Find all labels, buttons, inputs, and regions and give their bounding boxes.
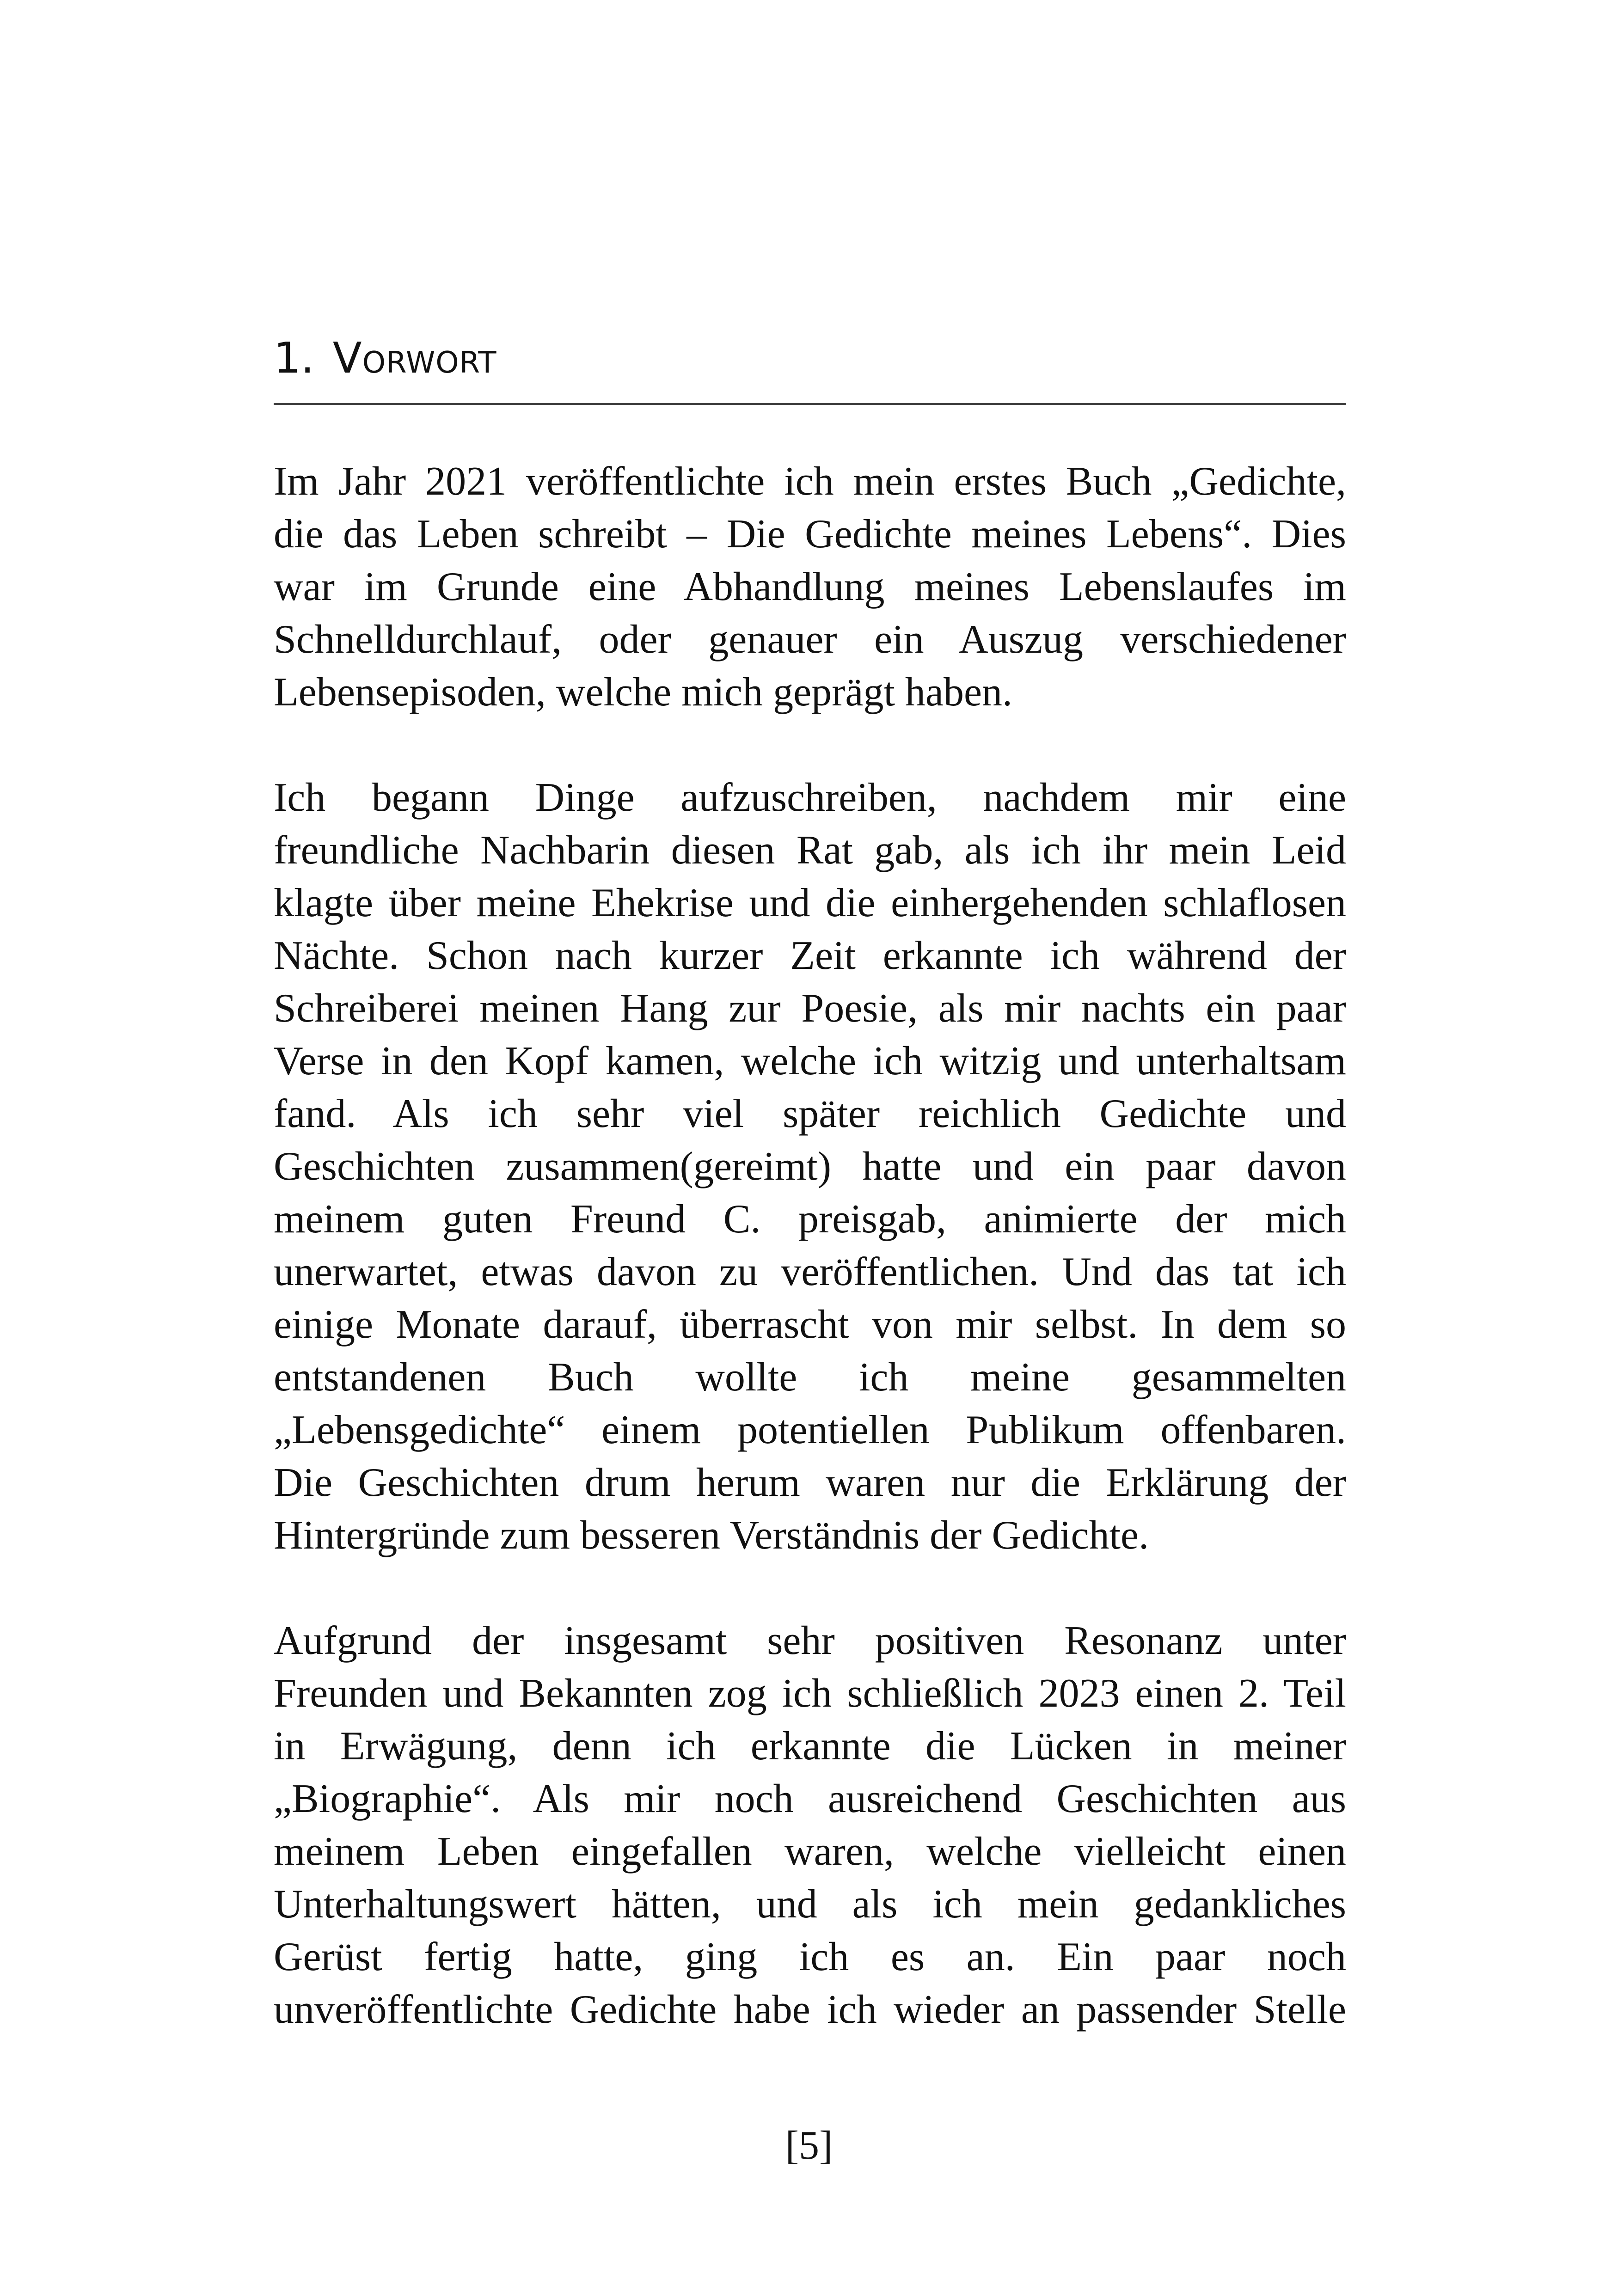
text-line: Schnelldurchlauf, oder genauer ein Auszug verschiedener [274,617,1346,662]
text-line: Die Geschichten drum herum waren nur die Erklärung der [274,1460,1346,1505]
text-line: einige Monate darauf, überrascht von mir selbst. In dem so [274,1302,1346,1347]
text-line: entstandenen Buch wollte ich meine gesammelten [274,1355,1346,1400]
text-line: Gerüst fertig hatte, ging ich es an. Ein paar noch [274,1935,1346,1979]
text-line: Verse in den Kopf kamen, welche ich witzig und unterhaltsam [274,1039,1346,1084]
text-line: Unterhaltungswert hätten, und als ich mein gedankliches [274,1882,1346,1927]
heading-rule [274,403,1346,405]
text-line: meinem guten Freund C. preisgab, animierte der mich [274,1197,1346,1242]
chapter-title: Vorwort [332,333,497,383]
text-line: in Erwägung, denn ich erkannte die Lücken in meiner [274,1724,1346,1769]
text-line: war im Grunde eine Abhandlung meines Lebenslaufes im [274,564,1346,609]
text-line: „Biographie“. Als mir noch ausreichend Geschichten aus [274,1776,1346,1821]
page-number: [5] [785,2123,833,2168]
text-line: Ich begann Dinge aufzuschreiben, nachdem mir eine [274,775,1346,820]
text-line: Hintergründe zum besseren Verständnis der Gedichte. [274,1513,1149,1558]
text-line: die das Leben schreibt – Die Gedichte meines Lebens“. Dies [274,512,1346,557]
paragraph-3 [274,1615,1346,2036]
chapter-body [274,455,1346,2036]
text-line: „Lebensgedichte“ einem potentiellen Publikum offenbaren. [274,1408,1346,1452]
text-line: fand. Als ich sehr viel später reichlich Gedichte und [274,1091,1346,1136]
text-line: Freunden und Bekannten zog ich schließlich 2023 einen 2. Teil [274,1671,1346,1716]
paragraph-2 [274,771,1346,1562]
text-line: meinem Leben eingefallen waren, welche vielleicht einen [274,1829,1346,1874]
text-line: Im Jahr 2021 veröffentlichte ich mein erstes Buch „Gedichte, [274,459,1346,504]
text-line: freundliche Nachbarin diesen Rat gab, als ich ihr mein Leid [274,828,1346,873]
text-line: unveröffentlichte Gedichte habe ich wieder an passender Stelle [274,1987,1346,2032]
text-line: Nächte. Schon nach kurzer Zeit erkannte ich während der [274,933,1346,978]
chapter-heading [274,333,1346,384]
text-line: Lebensepisoden, welche mich geprägt haben. [274,670,1013,715]
chapter-number: 1. [274,333,314,383]
paragraph-1 [274,455,1346,719]
text-line: Aufgrund der insgesamt sehr positiven Resonanz unter [274,1618,1346,1663]
text-line: klagte über meine Ehekrise und die einhergehenden schlaflosen [274,881,1346,925]
text-line: Schreiberei meinen Hang zur Poesie, als mir nachts ein paar [274,986,1346,1031]
text-line: Geschichten zusammen(gereimt) hatte und ein paar davon [274,1144,1346,1189]
text-line: unerwartet, etwas davon zu veröffentlichen. Und das tat ich [274,1249,1346,1294]
